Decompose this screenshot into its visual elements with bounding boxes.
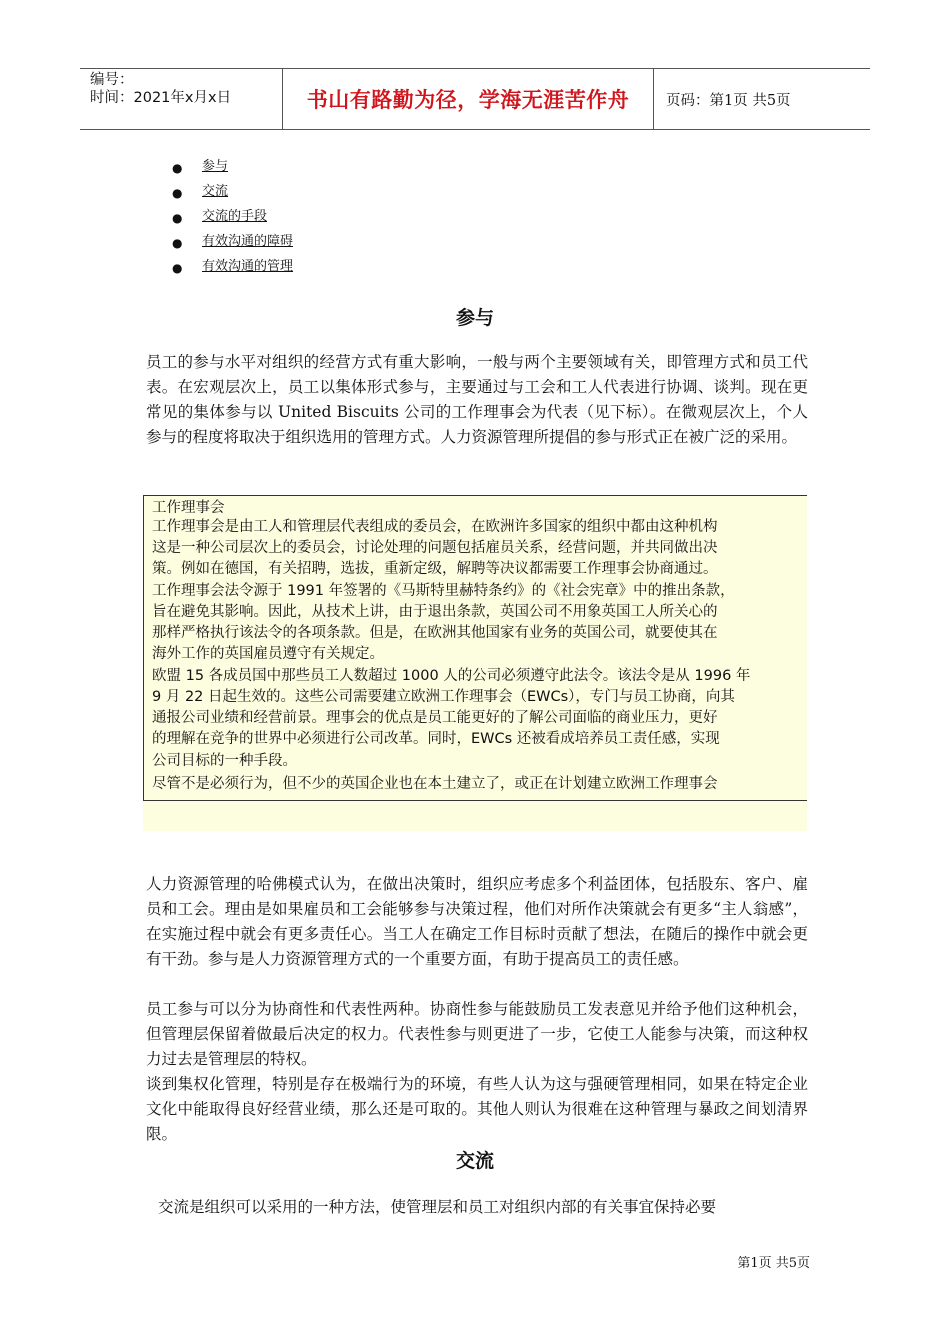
bullet-icon: ●	[172, 211, 183, 225]
header-page-label: 页码：第1页 共5页	[666, 92, 791, 109]
body-paragraph: 人力资源管理的哈佛模式认为，在做出决策时，组织应考虑多个利益团体，包括股东、客户、雇员和工会。理由是如果雇员和工会能够参与决策过程，他们对所作决策就会有更多“主人翁感”，在实施过程中就会有更多责任心。当工人在确定工作目标时贡献了想法，在随后的操作中就会更有干劲。参与是人力资源管理方式的一个重要方面，有助于提高员工的责任感。	[146, 875, 808, 968]
box-line: 策。例如在德国，有关招聘，选拔，重新定级，解聘等决议都需要工作理事会协商通过。	[152, 561, 718, 577]
body-paragraph: 员工参与可以分为协商性和代表性两种。协商性参与能鼓励员工发表意见并给予他们这种机会，但管理层保留着做最后决定的权力。代表性参与则更进了一步，它使工人能参与决策，而这种权力过去是管理层的特权。	[146, 1000, 808, 1068]
box-line: 这是一种公司层次上的委员会，讨论处理的问题包括雇员关系，经营问题，并共同做出决	[152, 540, 718, 556]
body-paragraph: 谈到集权化管理，特别是存在极端行为的环境，有些人认为这与强硬管理相同，如果在特定企业文化中能取得良好经营业绩，那么还是可取的。其他人则认为很难在这种管理与暴政之间划清界限。	[146, 1075, 808, 1143]
communication-paragraph: 交流是组织可以采用的一种方法，使管理层和员工对组织内部的有关事宜保持必要	[158, 1198, 717, 1216]
header-meta	[80, 69, 282, 129]
box-line: 工作理事会是由工人和管理层代表组成的委员会，在欧洲许多国家的组织中都由这种机构	[152, 519, 718, 535]
toc-link-communication[interactable]: 交流	[202, 184, 229, 199]
works-council-frame	[143, 495, 807, 801]
works-council-box	[143, 495, 807, 831]
section-title-communication: 交流	[455, 1150, 494, 1172]
box-line: 旨在避免其影响。因此，从技术上讲，由于退出条款，英国公司不用象英国工人所关心的	[152, 604, 718, 620]
toc-link-means[interactable]: 交流的手段	[202, 209, 268, 224]
toc-link-barriers[interactable]: 有效沟通的障碍	[202, 234, 294, 249]
toc-link-management[interactable]: 有效沟通的管理	[202, 259, 294, 274]
bullet-icon: ●	[172, 236, 183, 250]
page-footer: 第1页 共5页	[737, 1256, 810, 1271]
box-line: 的理解在竞争的世界中必须进行公司改革。同时，EWCs 还被看成培养员工责任感，实现	[152, 731, 720, 747]
box-line: 通报公司业绩和经营前景。理事会的优点是员工能更好的了解公司面临的商业压力，更好	[152, 710, 718, 726]
box-line: 9 月 22 日起生效的。这些公司需要建立欧洲工作理事会（EWCs），专门与员工协商，向其	[152, 689, 735, 705]
doc-time-label: 时间：2021年x月x日	[90, 90, 232, 106]
section-title-participation: 参与	[455, 307, 494, 329]
box-line: 工作理事会法令源于 1991 年签署的《马斯特里赫特条约》的《社会宪章》中的推出条款，	[152, 583, 735, 599]
bullet-icon: ●	[172, 161, 183, 175]
bullet-icon: ●	[172, 186, 183, 200]
box-line: 公司目标的一种手段。	[152, 753, 297, 769]
box-line: 欧盟 15 各成员国中那些员工人数超过 1000 人的公司必须遵守此法令。该法令是从 1996 年	[152, 668, 751, 684]
header-motto: 书山有路勤为径，学海无涯苦作舟	[282, 69, 654, 129]
box-line: 海外工作的英国雇员遵守有关规定。	[152, 646, 384, 662]
page-header	[80, 68, 870, 130]
bullet-icon: ●	[172, 261, 183, 275]
toc-link-participation[interactable]: 参与	[202, 159, 229, 174]
box-line: 工作理事会	[152, 500, 225, 516]
box-line: 尽管不是必须行为，但不少的英国企业也在本土建立了，或正在计划建立欧洲工作理事会	[152, 776, 718, 792]
doc-number-label: 编号：	[90, 72, 134, 88]
box-line: 那样严格执行该法令的各项条款。但是，在欧洲其他国家有业务的英国公司，就要使其在	[152, 625, 718, 641]
intro-paragraph: 员工的参与水平对组织的经营方式有重大影响，一般与两个主要领域有关，即管理方式和员工代表。在宏观层次上，员工以集体形式参与，主要通过与工会和工人代表进行协调、谈判。现在更常见的集体参与以 United Biscuits 公司的工作理事会为代表（见下标）。在微观层次上，个人参与的程度将取决于组织选用的管理方式。人力资源管理所提倡的参与形式正在被广泛的采用。	[146, 353, 808, 446]
